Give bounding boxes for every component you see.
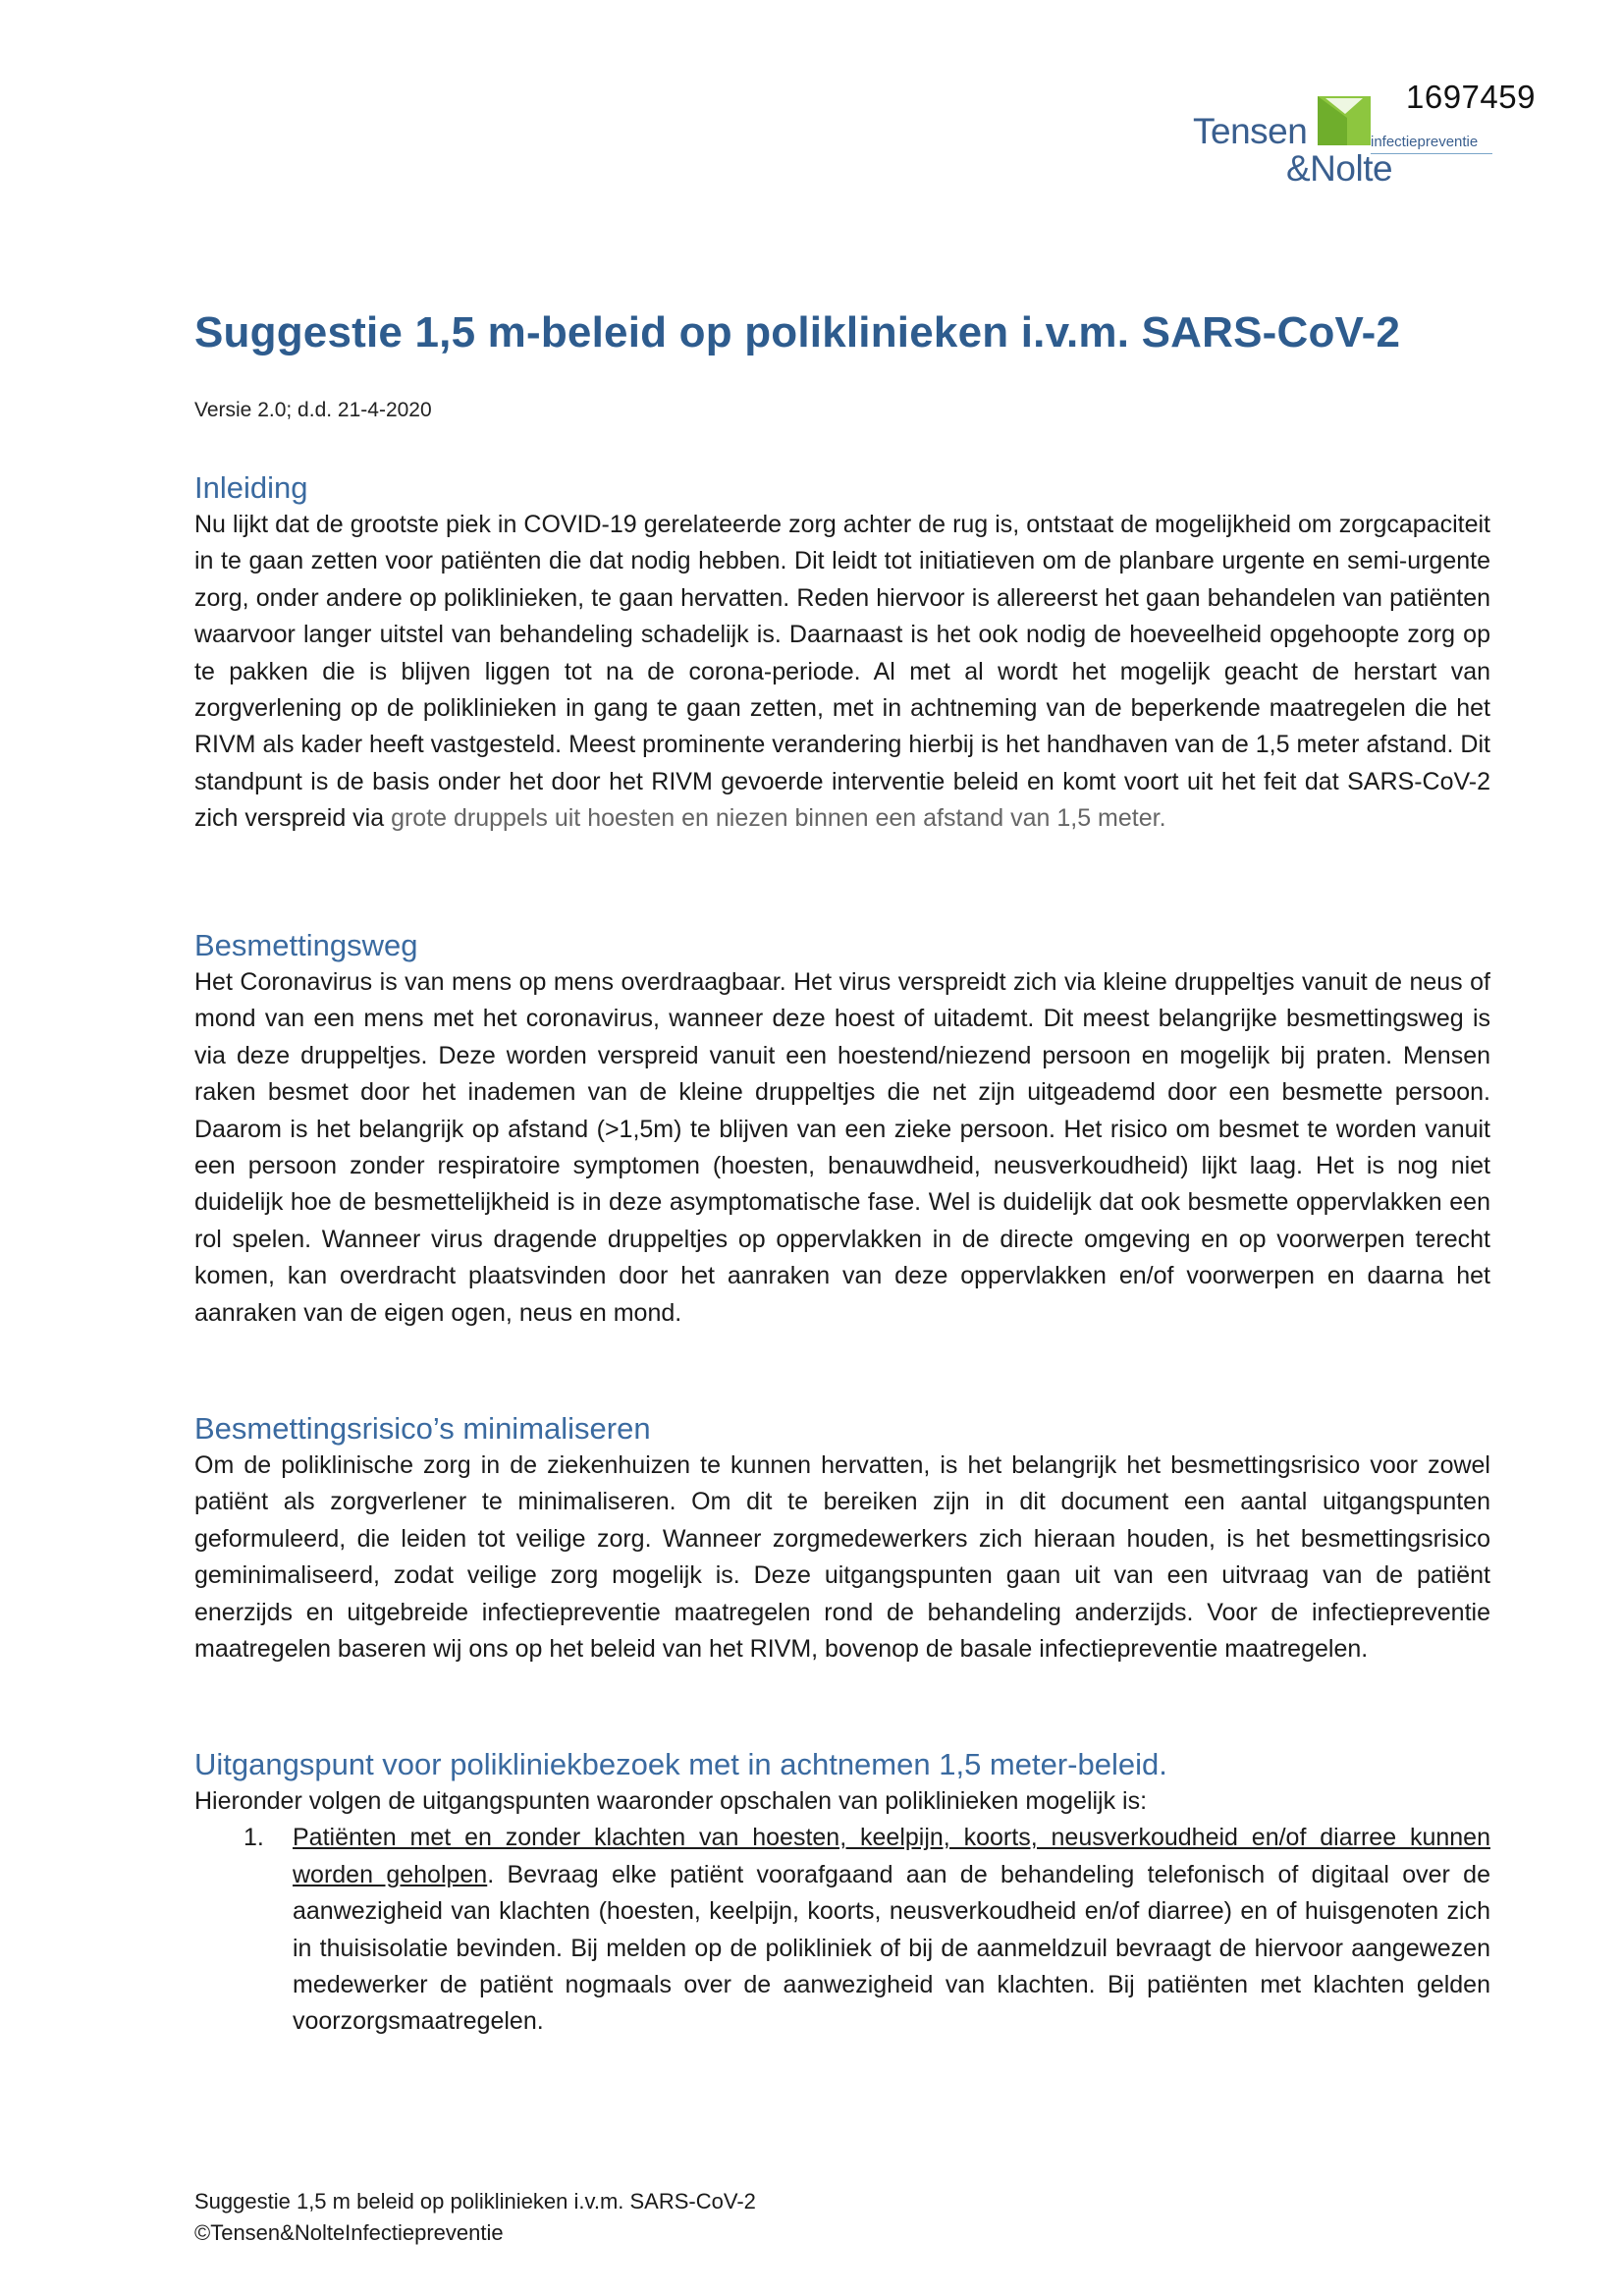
section-paragraph: Het Coronavirus is van mens op mens overdraagbaar. Het virus verspreidt zich via kleine druppeltjes vanuit de neus of mond van een mens met het coronavirus, wanneer deze hoest of uitademt. Dit meest belangrijke besmettingsweg is via deze druppeltjes. Deze worden verspreid vanuit een hoestend/niezend persoon en mogelijk bij praten. Mensen raken besmet door het inademen van de kleine druppeltjes die net zijn uitgeademd door een besmette persoon. Daarom is het belangrijk op afstand (>1,5m) te blijven van een zieke persoon. Het risico om besmet te worden vanuit een persoon zonder respiratoire symptomen (hoesten, benauwdheid, neusverkoudheid) lijkt laag. Het is nog niet duidelijk hoe de besmettelijkheid is in deze asymptomatische fase. Wel is duidelijk dat ook besmette oppervlakken een rol spelen. Wanneer virus dragende druppeltjes op oppervlakken in de directe omgeving en op voorwerpen terecht komen, kan overdracht plaatsvinden door het aanraken van deze oppervlakken en/of voorwerpen en daarna het aanraken van de eigen ogen, neus en mond.: [194, 968, 1490, 1327]
paragraph-text: Nu lijkt dat de grootste piek in COVID-19 gerelateerde zorg achter de rug is, ontstaat de mogelijkheid om zorgcapaciteit in te gaan zetten voor patiënten die dat nodig hebben. Dit leidt tot initiatieven om de planbare urgente en semi-urgente zorg, onder andere op poliklinieken, te gaan hervatten. Reden hiervoor is allereerst het gaan behandelen van patiënten waarvoor langer uitstel van behandeling schadelijk is. Daarnaast is het ook nodig de hoeveelheid opgehoopte zorg op te pakken die is blijven liggen tot na de corona-periode. Al met al wordt het mogelijk geacht de herstart van zorgverlening op de poliklinieken in gang te gaan zetten, met in achtneming van de beperkende maatregelen die het RIVM als kader heeft vastgesteld. Meest prominente verandering hierbij is het handhaven van de 1,5 meter afstand. Dit standpunt is de basis onder het door het RIVM gevoerde interventie beleid en komt voort uit het feit dat SARS-CoV-2 zich verspreid via: [194, 511, 1490, 833]
numbered-list: [194, 1820, 1490, 2040]
section-uitgangspunt: [194, 1746, 1490, 2041]
version-line: Versie 2.0; d.d. 21-4-2020: [194, 399, 432, 421]
list-item: [194, 1820, 1490, 2040]
section-paragraph: Om de poliklinische zorg in de ziekenhuizen te kunnen hervatten, is het belangrijk het besmettingsrisico voor zowel patiënt als zorgverlener te minimaliseren. Om dit te bereiken zijn in dit document een aantal uitgangspunten geformuleerd, die leiden tot veilige zorg. Wanneer zorgmedewerkers zich hieraan houden, is het besmettingsrisico geminimaliseerd, zodat veilige zorg mogelijk is. Deze uitgangspunten gaan uit van een uitvraag van de patiënt enerzijds en uitgebreide infectiepreventie maatregelen rond de behandeling anderzijds. Voor de infectiepreventie maatregelen baseren wij ons op het beleid van het RIVM, bovenop de basale infectiepreventie maatregelen.: [194, 1451, 1490, 1664]
logo-word-tensen: Tensen: [1193, 111, 1308, 151]
list-item-number: 1.: [243, 1824, 264, 1852]
document-id: 1697459: [1406, 79, 1536, 115]
logo-word-nolte: &Nolte: [1286, 148, 1393, 189]
list-item-text: . Bevraag elke patiënt voorafgaand aan de behandeling telefonisch of digitaal over de aanwezigheid van klachten (hoesten, keelpijn, koorts, neusverkoudheid en/of diarree) en of huisgenoten zich in thuisisolatie bevinden. Bij melden op de polikliniek of bij de aanmeldzuil bevraagt de hiervoor aangewezen medewerker de patiënt nogmaals over de aanwezigheid van klachten. Bij patiënten met klachten gelden voorzorgsmaatregelen.: [293, 1860, 1490, 2036]
footer-copyright: ©Tensen&NolteInfectiepreventie: [194, 2220, 504, 2245]
logo-mark-icon: [1318, 96, 1371, 145]
logo-tagline: infectiepreventie: [1371, 134, 1479, 150]
section-heading: Inleiding: [194, 470, 308, 505]
page-footer: [194, 2186, 756, 2249]
footer-title: Suggestie 1,5 m beleid op poliklinieken i.v.m. SARS-CoV-2: [194, 2189, 756, 2214]
section-paragraph: [194, 507, 1490, 838]
list-item-underlined: Patiënten met en zonder klachten van hoesten, keelpijn, koorts, neusverkoudheid en/of diarree kunnen worden geholpen: [293, 1824, 1490, 1888]
section-inleiding: [194, 469, 1490, 838]
section-heading: Besmettingsweg: [194, 928, 418, 962]
section-intro: Hieronder volgen de uitgangspunten waaronder opschalen van poliklinieken mogelijk is:: [194, 1787, 1148, 1815]
section-heading: Besmettingsrisico’s minimaliseren: [194, 1411, 651, 1446]
paragraph-text-grey: grote druppels uit hoesten en niezen binnen een afstand van 1,5 meter.: [391, 804, 1166, 833]
page-title: Suggestie 1,5 m-beleid op poliklinieken i.v.m. SARS-CoV-2: [194, 308, 1401, 356]
section-besmettingsweg: [194, 927, 1490, 1332]
section-heading: Uitgangspunt voor polikliniekbezoek met in achtnemen 1,5 meter-beleid.: [194, 1747, 1167, 1781]
company-logo: [1188, 94, 1502, 188]
section-besmettingsrisicos: [194, 1410, 1490, 1667]
